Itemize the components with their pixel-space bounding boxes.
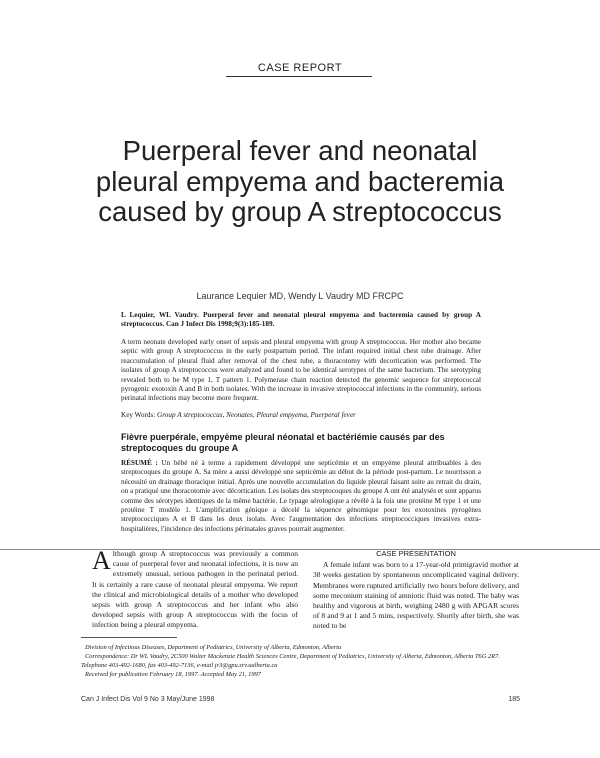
header-rule [226, 76, 372, 77]
intro-column [92, 546, 298, 631]
case-heading: CASE PRESENTATION [376, 549, 456, 558]
drop-cap: A [92, 546, 111, 575]
keywords-label: Key Words: [121, 411, 156, 419]
intro-text: lthough group A streptococcus was previously a common cause of puerperal fever and neonatal infections, it is now an extremely unusual, serious pathogen in the perinatal period. It is certainly a rare cause of neonatal pleural empyema. We report the clinical and microbiological details of a mother who developed sepsis with group A streptococcus and her infant who also developed sepsis with group A streptococcus with the focus of infection being a pleural empyema. [92, 549, 298, 630]
correspondence-note: Correspondence: Dr WL Vaudry, 2C500 Walter Mackenzie Health Sciences Centre, Department of Pediatrics, University of Alberta, Edmonton, Alberta T6G 2R7. Telephone 403-492-1680, fax 403-492-7136, e-mail jr3@gpu.srv.ualberta.ca [81, 653, 500, 669]
keywords-list: Group A streptococcus, Neonates, Pleural empyema, Puerperal fever [157, 411, 356, 419]
affiliation-note: Division of Infectious Diseases, Department of Pediatrics, University of Alberta, Edmonton, Alberta [85, 644, 342, 651]
author-list: Laurance Lequier MD, Wendy L Vaudry MD FRCPC [196, 291, 404, 301]
resume [121, 459, 481, 534]
french-title: Fièvre puerpérale, empyème pleural néonatal et bactériémie causés par des streptocoques du groupe A [121, 432, 445, 453]
journal-footer: Can J Infect Dis Vol 9 No 3 May/June 1998 [81, 696, 215, 703]
resume-text: Un bébé né à terme a rapidement développé une septicémie et un empyème pleural attribuables à des streptocoques du groupe A. Sa mère a aussi développé une septicémie au début de la période post-partum. Le nourrisson a nécessité un drainage thoracique initial. Après une nouvelle accumulation du liquide pleural faisant suite au retrait du drain, on a pratiqué une thoracotomie avec décortication. Les isolats des streptocoques du groupe A ont été analysés et sont apparus comme des sérotypes identiques de la même bactérie. Le typage sérologique a révélé à la fois une protéine M type 1 et une protéine T modèle 1. L'amplification génique a décelé la séquence génomique pour les exotoxines pyrogènes streptococciques A et B dans les deux isolats. Avec l'augmentation des infections streptococciques invasives extra-hospitalières, l'incidence des infections périnatales graves pourrait augmenter. [121, 459, 481, 533]
footnotes [81, 643, 521, 679]
resume-label: RÉSUMÉ : [121, 459, 158, 467]
abstract: A term neonate developed early onset of sepsis and pleural empyema with group A streptococcus. Her mother also became septic with group A streptococcus in the early postpartum period. The infant required initial chest tube drainage. After reaccumulation of pleural fluid after removal of the chest tube, a thoracotomy with decortication was performed. The isolates of group A streptococcus were analyzed and found to be identical serotypes of the same bacterium. The serotyping revealed both to be M type 1, T pattern 1. Polymerase chain reaction detected the genomic sequence for streptococcal pyrogenic exotoxin A and B in both isolates. With the increase in invasive streptococcal infections in the community, serious perinatal infections may become more frequent. [121, 338, 481, 403]
footnote-rule [81, 637, 177, 638]
case-text: A female infant was born to a 17-year-old primigravid mother at 38 weeks gestation by spontaneous uncomplicated vaginal delivery. Membranes were ruptured artificially two hours before delivery, and some meconium staining of amniotic fluid was noted. The baby was healthy and vigorous at birth, weighing 2480 g with APGAR scores of 8 and 9 at 1 and 5 mins, respectively. Shortly after birth, she was noted to be [313, 560, 519, 631]
section-label: CASE REPORT [257, 62, 343, 74]
received-note: Received for publication February 18, 1997. Accepted May 21, 1997 [85, 671, 261, 678]
article-title: Puerperal fever and neonatal pleural empyema and bacteremia caused by group A streptococcus [95, 135, 505, 227]
citation: L Lequier, WL Vaudry. Puerperal fever and neonatal pleural empyema and bacteremia caused by group A streptococcus. Can J Infect Dis 1998;9(3):185-189. [121, 311, 481, 329]
page-number: 185 [508, 696, 520, 703]
case-column [313, 549, 519, 632]
keywords [121, 411, 481, 420]
